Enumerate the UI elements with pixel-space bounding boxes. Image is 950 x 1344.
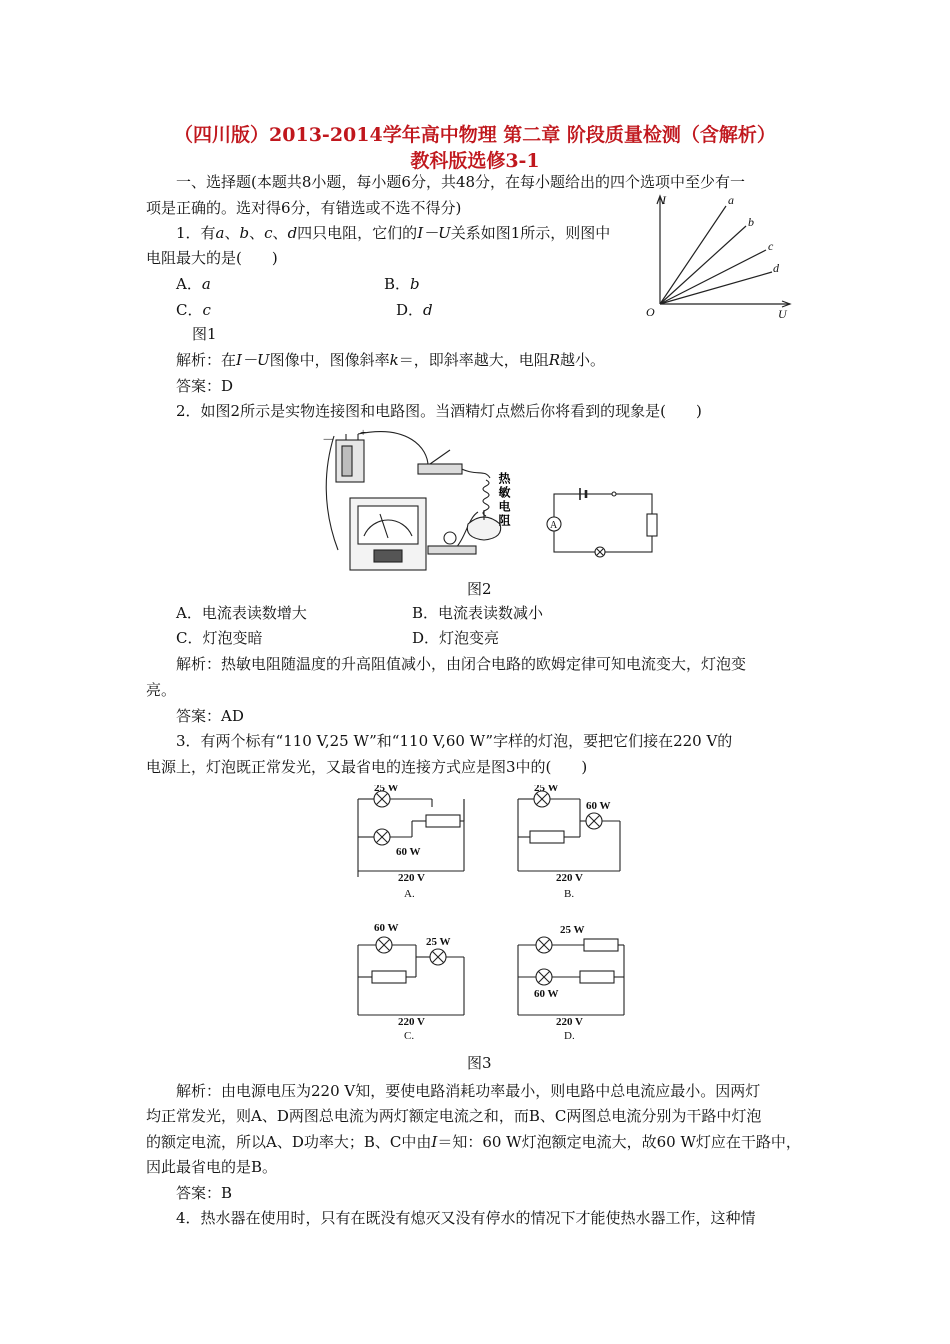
circuit-d-voltage: 220 V bbox=[556, 1016, 583, 1028]
fig3-circuits bbox=[350, 785, 640, 1040]
q3-answer: 答案：B bbox=[176, 1184, 233, 1202]
q2-analysis: 解析：热敏电阻随温度的升高阻值减小，由闭合电路的欧姆定律可知电流变大，灯泡变 bbox=[176, 655, 747, 673]
circuit-c-side-lamp: 25 W bbox=[426, 936, 451, 948]
q2-option-a: A．电流表读数增大 bbox=[176, 604, 307, 622]
page-subtitle: 教科版选修3-1 bbox=[410, 150, 540, 172]
line-a-label: a bbox=[728, 193, 734, 207]
circuit-d bbox=[518, 937, 624, 1015]
q1-analysis: 解析：在I－U图像中，图像斜率k＝，即斜率越大，电阻R越小。 bbox=[176, 351, 606, 369]
fig3-caption: 图3 bbox=[467, 1054, 492, 1072]
fig2-diagram bbox=[318, 428, 668, 574]
q3-stem-cont: 电源上，灯泡既正常发光，又最省电的连接方式应是图3中的( ) bbox=[146, 758, 588, 776]
q2-analysis-cont: 亮。 bbox=[146, 681, 177, 699]
q1-answer: 答案：D bbox=[176, 377, 234, 395]
section-instruction: 一、选择题(本题共8小题，每小题6分，共48分，在每小题给出的四个选项中至少有一 bbox=[176, 173, 746, 191]
wire bbox=[358, 432, 428, 466]
circuit-d-bottom-lamp: 60 W bbox=[534, 988, 559, 1000]
circuit-frame bbox=[554, 494, 652, 552]
q2-stem: 2．如图2所示是实物连接图和电路图。当酒精灯点燃后你将看到的现象是( ) bbox=[176, 402, 702, 420]
circuit-b-voltage: 220 V bbox=[556, 872, 583, 884]
circuit-a bbox=[358, 791, 464, 877]
q3-analysis-cont3: 因此最省电的是B。 bbox=[146, 1158, 278, 1176]
bulb bbox=[444, 532, 456, 544]
circuit-c-voltage: 220 V bbox=[398, 1016, 425, 1028]
circuit-a-label: A. bbox=[404, 888, 415, 900]
switch bbox=[418, 464, 462, 474]
section-instruction-cont: 项是正确的。选对得6分，有错选或不选不得分) bbox=[146, 199, 462, 217]
line-c-label: c bbox=[768, 239, 774, 253]
q2-option-d: D．灯泡变亮 bbox=[412, 629, 500, 647]
axis-x-label: U bbox=[778, 307, 787, 321]
circuit-a-bottom-lamp: 60 W bbox=[396, 846, 421, 858]
circuit-ammeter-symbol: A bbox=[550, 520, 558, 531]
q1-option-c: C．c bbox=[176, 301, 211, 319]
q1-option-d: D．d bbox=[396, 301, 433, 319]
circuit-b-label: B. bbox=[564, 888, 575, 900]
q1-option-a: A．a bbox=[176, 275, 211, 293]
line-c bbox=[660, 250, 766, 304]
bulb-base bbox=[428, 546, 476, 554]
circuit-c-top-lamp: 60 W bbox=[374, 922, 399, 934]
q2-answer: 答案：AD bbox=[176, 707, 244, 725]
q3-stem: 3．有两个标有“110 V,25 W”和“110 V,60 W”字样的灯泡，要把它们接在220 V的 bbox=[176, 732, 733, 750]
q1-stem-cont: 电阻最大的是( ) bbox=[146, 249, 278, 267]
alcohol-lamp bbox=[467, 517, 500, 540]
page-title: （四川版）2013-2014学年高中物理 第二章 阶段质量检测（含解析） bbox=[174, 124, 776, 146]
circuit-c-label: C. bbox=[404, 1030, 415, 1040]
q3-analysis-cont2: 的额定电流，所以A、D功率大；B、C中由I＝知：60 W灯泡额定电流大，故60 W灯应在干路中， bbox=[146, 1133, 801, 1151]
circuit-a-voltage: 220 V bbox=[398, 872, 425, 884]
circuit-d-top-lamp: 25 W bbox=[560, 924, 585, 936]
q3-analysis: 解析：由电源电压为220 V知，要使电路消耗功率最小，则电路中总电流应最小。因两灯 bbox=[176, 1082, 761, 1100]
circuit-thermistor bbox=[647, 514, 657, 536]
battery-plus-label: + bbox=[360, 428, 367, 439]
q4-stem: 4．热水器在使用时，只有在既没有熄灭又没有停水的情况下才能使热水器工作，这种情 bbox=[176, 1209, 756, 1227]
fig1-caption: 图1 bbox=[192, 325, 217, 343]
fig2-caption: 图2 bbox=[467, 580, 492, 598]
q1-stem: 1．有a、b、c、d四只电阻，它们的I－U关系如图1所示，则图中 bbox=[176, 224, 611, 242]
thermistor-label: 热敏电阻 bbox=[497, 472, 511, 528]
line-d-label: d bbox=[773, 261, 779, 275]
axis-y-label: I bbox=[662, 193, 666, 207]
circuit-d-label: D. bbox=[564, 1030, 575, 1040]
battery-minus-label: － bbox=[322, 432, 336, 447]
fig1-iu-graph bbox=[640, 192, 800, 322]
circuit-c bbox=[358, 937, 464, 1015]
origin-label: O bbox=[646, 305, 655, 319]
q1-option-b: B．b bbox=[384, 275, 420, 293]
q3-analysis-cont1: 均正常发光，则A、D两图总电流为两灯额定电流之和，而B、C两图总电流分别为干路中灯泡 bbox=[146, 1107, 762, 1125]
line-b-label: b bbox=[748, 215, 754, 229]
circuit-b-side-lamp: 60 W bbox=[586, 800, 611, 812]
q2-option-b: B．电流表读数减小 bbox=[412, 604, 544, 622]
circuit-a-top-lamp: 25 W bbox=[374, 785, 399, 794]
q2-option-c: C．灯泡变暗 bbox=[176, 629, 263, 647]
circuit-b-top-lamp: 25 W bbox=[534, 785, 559, 794]
line-a bbox=[660, 206, 726, 304]
